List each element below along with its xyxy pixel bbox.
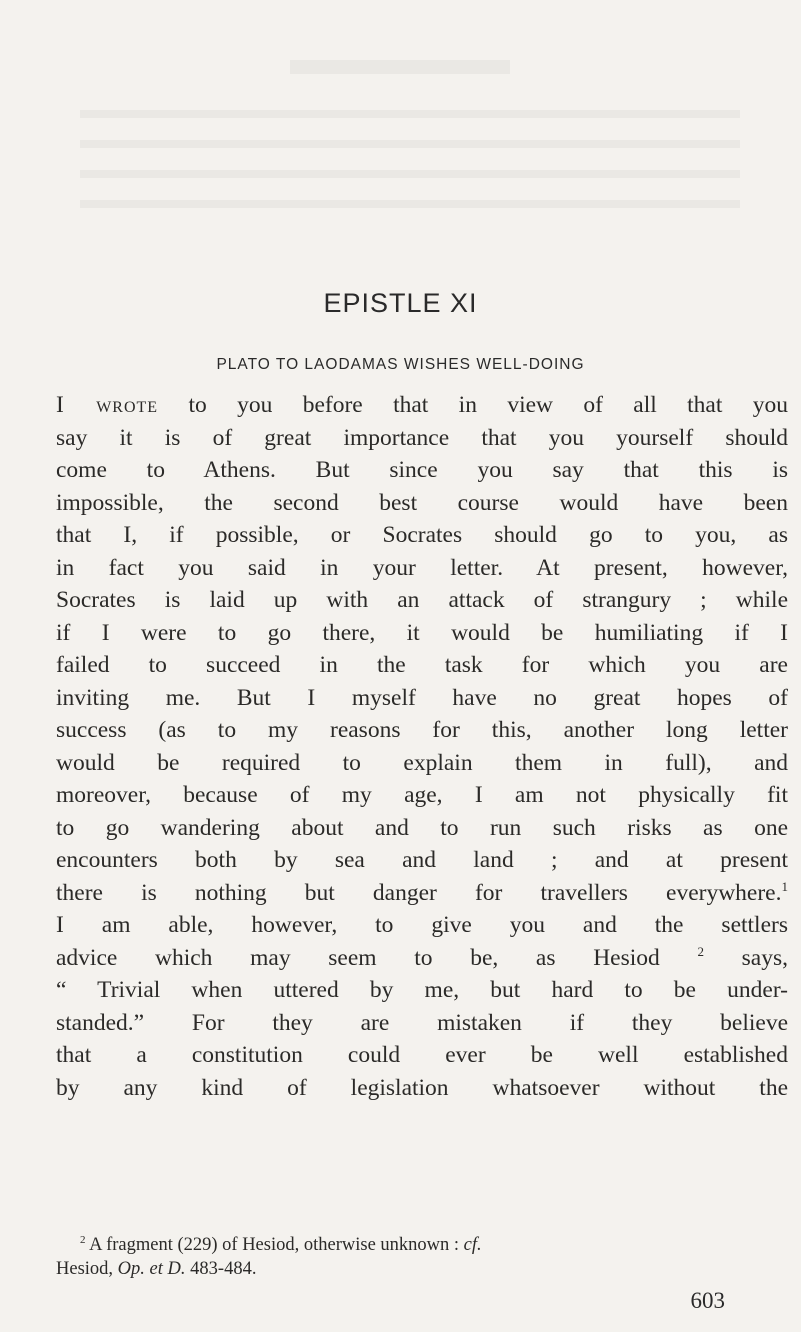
text-line: failed to succeed in the task for which you are [56, 652, 788, 678]
text-line: inviting me. But I myself have no great hopes of [56, 684, 788, 711]
text-line: “ Trivial when uttered by me, but hard to be under- [56, 977, 788, 1003]
text-line: success (as to my reasons for this, another long letter [56, 717, 788, 743]
body-text [56, 389, 788, 1104]
text-line: I am able, however, to give you and the settlers [56, 912, 788, 938]
text-line: by any kind of legislation whatsoever without the [56, 1074, 788, 1101]
epistle-title: EPISTLE XI [323, 288, 478, 318]
epistle-salutation: PLATO TO LAODAMAS WISHES WELL-DOING [216, 356, 585, 373]
text-line: advice which may seem to be, as Hesiod $^2$ says, [56, 943, 788, 971]
text-line: come to Athens. But since you say that this is [56, 457, 788, 483]
text-line: that I, if possible, or Socrates should go to you, as [56, 522, 788, 548]
footnotes [56, 1233, 788, 1281]
text-line: moreover, because of my age, I am not physically fit [56, 782, 788, 808]
text-line: that a constitution could ever be well established [56, 1042, 788, 1068]
footnote-line: $^2$ A fragment (229) of Hesiod, otherwise unknown : cf. [80, 1233, 482, 1255]
footnote-line: Hesiod, Op. et D. 483-484. [56, 1259, 257, 1279]
text-line: impossible, the second best course would have been [56, 489, 788, 516]
text-line: say it is of great importance that you yourself should [56, 424, 788, 451]
text-line: standed.” For they are mistaken if they believe [56, 1009, 788, 1036]
text-line: encounters both by sea and land ; and at present [56, 847, 788, 873]
bleed-through-text [60, 40, 760, 240]
footnote-ref-1[interactable]: 1 [781, 878, 788, 894]
text-line: I wrote to you before that in view of all that you [56, 392, 789, 418]
text-line: would be required to explain them in full), and [56, 749, 788, 776]
text-line: to go wandering about and to run such risks as one [56, 814, 788, 841]
footnote-ref-2[interactable]: 2 [697, 943, 704, 959]
page-number: 603 [690, 1288, 725, 1313]
text-line: if I were to go there, it would be humiliating if I [56, 619, 788, 646]
text-line: in fact you said in your letter. At present, however, [56, 554, 788, 581]
opening-words: I wrote [56, 392, 159, 418]
text-line: Socrates is laid up with an attack of strangury ; while [56, 587, 788, 613]
footnote-number: 2 [80, 1233, 86, 1246]
text-line: there is nothing but danger for travellers everywhere.$^1$ [56, 878, 788, 906]
